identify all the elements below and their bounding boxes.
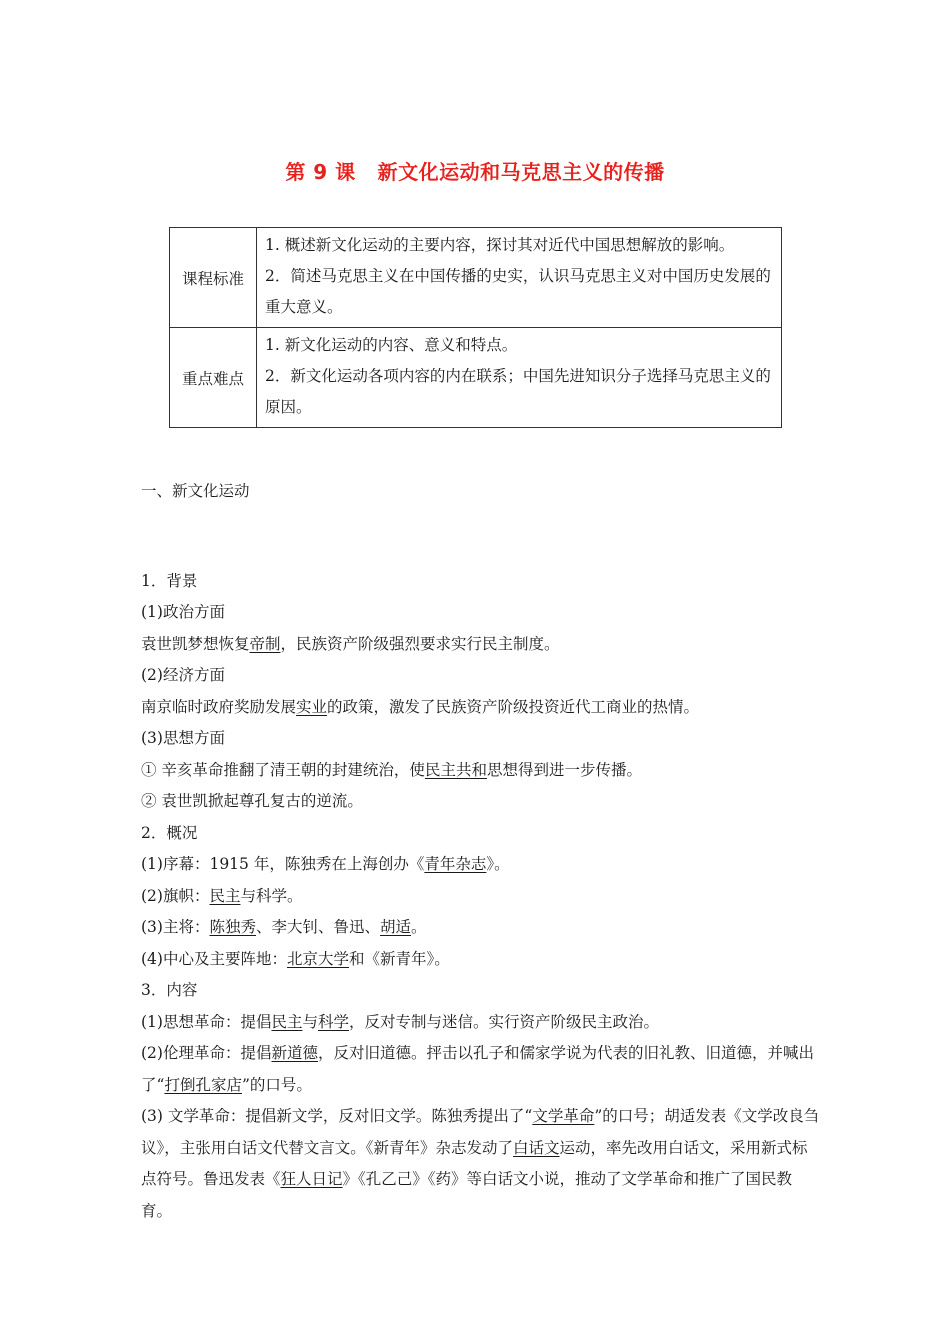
paragraph: (1)思想革命：提倡民主与科学，反对专制与迷信。实行资产阶级民主政治。 xyxy=(141,1012,660,1031)
item-label: (1)政治方面 xyxy=(141,603,225,621)
paragraph: (1)序幕：1915 年，陈独秀在上海创办《青年杂志》。 xyxy=(141,855,510,873)
paragraph: (4)中心及主要阵地：北京大学和《新青年》。 xyxy=(141,949,450,968)
blank-answer: 民主 xyxy=(271,1012,303,1031)
blank-answer: 陈独秀 xyxy=(209,918,256,936)
row-header: 重点难点 xyxy=(170,328,257,428)
row-line: 2．简述马克思主义在中国传播的史实，认识马克思主义对中国历史发展的重大意义。 xyxy=(265,267,771,316)
blank-answer: 民主 xyxy=(209,886,241,905)
paragraph: 袁世凯梦想恢复帝制，民族资产阶级强烈要求实行民主制度。 xyxy=(141,634,560,653)
blank-answer: 打倒孔家店 xyxy=(164,1075,242,1094)
blank-answer: 狂人日记 xyxy=(280,1170,343,1188)
blank-answer: 帝制 xyxy=(249,634,281,653)
paragraph: 南京临时政府奖励发展实业的政策，激发了民族资产阶级投资近代工商业的热情。 xyxy=(141,697,700,716)
blank-answer: 民主共和 xyxy=(424,760,487,779)
row-line: 1. 概述新文化运动的主要内容，探讨其对近代中国思想解放的影响。 xyxy=(265,236,735,254)
blank-answer: 文学革命 xyxy=(532,1107,595,1125)
page-title xyxy=(0,156,950,185)
lesson-number: 第 9 课 xyxy=(285,160,356,184)
paragraph: (3) 文学革命：提倡新文学，反对旧文学。陈独秀提出了“文学革命”的口号；胡适发表《文学改良刍议》，主张用白话文代替文言文。《新青年》杂志发动了白话文运动，率先改用白话文，采用新式标点符号。鲁迅发表《狂人日记》《孔乙己》《药》等白话文小说，推动了文学革命和推广了国民教育。 xyxy=(141,1107,820,1220)
paragraph: ② 袁世凯掀起尊孔复古的逆流。 xyxy=(141,792,363,810)
blank-answer: 实业 xyxy=(296,697,328,716)
row-line: 1. 新文化运动的内容、意义和特点。 xyxy=(265,336,518,354)
subheading-overview: 2．概况 xyxy=(141,823,198,842)
blank-answer: 胡适 xyxy=(380,918,412,936)
blank-answer: 白话文 xyxy=(513,1138,560,1157)
row-line: 2．新文化运动各项内容的内在联系；中国先进知识分子选择马克思主义的原因。 xyxy=(265,367,771,416)
blank-answer: 北京大学 xyxy=(286,949,349,968)
paragraph: ① 辛亥革命推翻了清王朝的封建统治，使民主共和思想得到进一步传播。 xyxy=(141,760,642,779)
row-content xyxy=(257,228,782,328)
main-content xyxy=(141,476,821,1227)
paragraph: (2)伦理革命：提倡新道德，反对旧道德。抨击以孔子和儒家学说为代表的旧礼教、旧道德，并喊出了“打倒孔家店”的口号。 xyxy=(141,1044,814,1094)
paragraph: (3)主将：陈独秀、李大钊、鲁迅、胡适。 xyxy=(141,918,427,936)
blank-answer: 科学 xyxy=(318,1012,350,1031)
blank-answer: 青年杂志 xyxy=(424,855,487,873)
item-label: (2)经济方面 xyxy=(141,666,225,684)
blank-answer: 新道德 xyxy=(271,1044,318,1062)
section-heading: 一、新文化运动 xyxy=(141,482,250,500)
row-header: 课程标准 xyxy=(170,228,257,328)
subheading-background: 1．背景 xyxy=(141,571,198,590)
paragraph: (2)旗帜：民主与科学。 xyxy=(141,886,303,905)
lesson-name: 新文化运动和马克思主义的传播 xyxy=(377,160,665,184)
row-content xyxy=(257,328,782,428)
item-label: (3)思想方面 xyxy=(141,729,225,747)
table-row xyxy=(170,228,782,328)
standards-table xyxy=(169,227,782,428)
subheading-content: 3．内容 xyxy=(141,981,198,999)
table-row xyxy=(170,328,782,428)
